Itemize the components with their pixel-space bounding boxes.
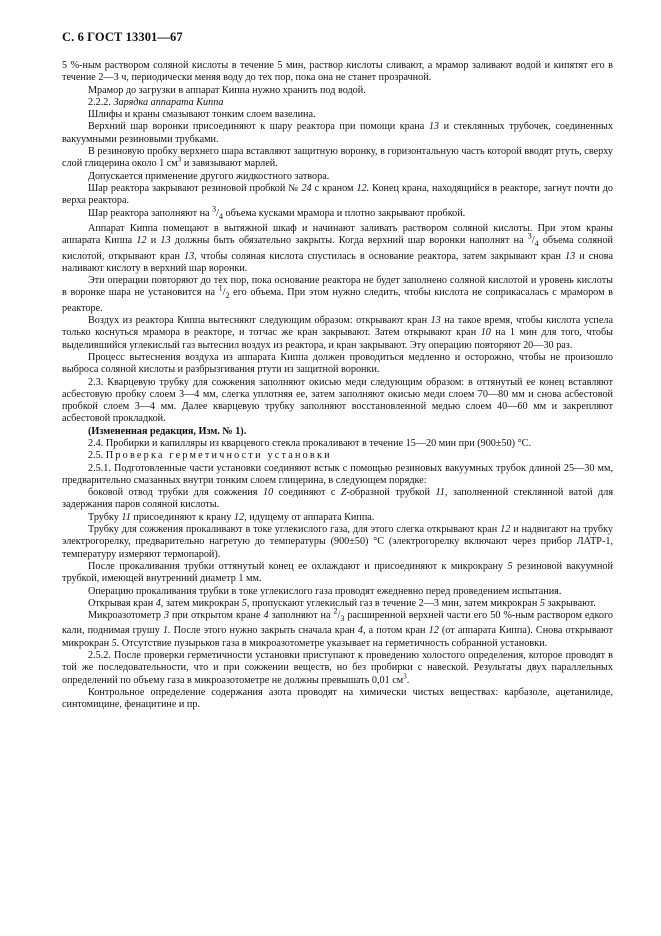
paragraph: Верхний шар воронки присоединяют к шару реактора при помощи крана 13 и стеклянных трубочек, соединенных вакуумными резиновыми трубками. <box>62 121 613 145</box>
paragraph: В резиновую пробку верхнего шара вставляют защитную воронку, в горизонтальную часть которой вводят ртуть, сверху слой глицерина около 1 $см^3$ и завязывают марлей. <box>62 146 613 170</box>
paragraph: Допускается применение другого жидкостного затвора. <box>88 170 330 182</box>
paragraph: Контрольное определение содержания азота проводят на химически чистых веществах: карбазоле, ацетанилиде, синтомицине, фенацитине и пр. <box>62 686 613 711</box>
paragraph: Процесс вытеснения воздуха из аппарата Киппа должен проводиться медленно и осторожно, чтобы не произошло выброса соляной кислоты и разбрызгивания ртути из защитной воронки. <box>62 351 613 376</box>
paragraph: Открывая кран 4, затем микрокран 5, пропускают углекислый газ в течение 2—3 мин, затем микрокран 5 закрывают. <box>88 597 596 609</box>
paragraph: 2.4. Пробирки и капилляры из кварцевого стекла прокаливают в течение 15—20 мин при (900±50) °С. <box>88 438 532 449</box>
paragraph: 2.3. Кварцевую трубку для сожжения заполняют окисью меди следующим образом: в оттянутый ее конец вставляют асбестовую пробку слоем 3—4 мм, слегка уплотняя ее, затем заполняют окисью меди слоем 70—80 мм и снова асбестовой пробкой слоем 3—4 мм. Далее кварцевую трубку заполняют восстановленной медью слоем 40—60 мм и закрепляют асбестовой прокладкой. <box>62 376 613 425</box>
paragraph: Операцию прокаливания трубки в токе углекислого газа проводят ежедневно перед проведением испытания. <box>88 585 562 597</box>
paragraph: Воздух из реактора Киппа вытесняют следующим образом: открывают кран 13 на такое время, чтобы кислота успела только коснуться мрамора в реакторе, и тотчас же кран закрывают. Затем открывают кран 10 на 1 мин для того, чтобы выделившийся углекислый газ вытеснил воздух из реактора, и кран закрывают. Эту операцию повторяют 20—30 раз. <box>62 315 614 351</box>
paragraph: 2.5.2. После проверки герметичности установки приступают к проведению холостого определения, которое проводят в той же последовательности, что и при сожжении веществ, но без пробирки с навеской. Результаты двух параллельных определений по объему газа в микроазотометре не должны превышать 0,01 $см^3$. <box>62 650 613 686</box>
paragraph: 2.5.1. Подготовленные части установки соединяют встык с помощью резиновых вакуумных трубок длиной 25—30 мм, предварительно смазанных внутри тонким слоем глицерина, в следующем порядке: <box>62 462 613 486</box>
paragraph: Шлифы и краны смазывают тонким слоем вазелина. <box>88 109 316 121</box>
paragraph: Эти операции повторяют до тех пор, пока основание реактора не будет заполнено соляной кислотой и уровень кислоты в воронке шара не установится на $^1/_2$ его объема. При этом нужно следить, чтобы кислота не соприкасалась с мрамором в реакторе. <box>62 275 613 314</box>
paragraph: 5 %-ным раствором соляной кислоты в течение 5 мин, раствор кислоты сливают, а мрамор заливают водой и кипятят его в течение 2—3 ч, периодически меняя воду до тех пор, пока она не станет прозрачной. <box>62 60 613 84</box>
page-header: С. 6 ГОСТ 13301—67 <box>62 30 183 44</box>
amendment-note: (Измененная редакция, Изм. № 1). <box>88 425 247 437</box>
paragraph: Аппарат Киппа помещают в вытяжной шкаф и начинают заливать раствором соляной кислоты. При этом краны аппарата Киппа 12 и 13 должны быть обязательно закрыты. Когда верхний шар воронки наполнят на $^3/_4$ объема соляной кислотой, открывают кран 13, чтобы соляная кислота спустилась в основание реактора, затем закрывают кран 13 и снова наливают кислоту в верхний шар воронки. <box>62 222 614 274</box>
paragraph: Шар реактора закрывают резиновой пробкой № 24 с краном 12. Конец крана, находящийся в реакторе, загнут почти до верха реактора. <box>62 182 613 207</box>
paragraph: Микроазотометр 3 при открытом кране 4 заполняют на $^2/_3$ расширенной верхней части его 50 %-ным раствором едкого кали, поднимая грушу 1. После этого нужно закрыть сначала кран 4, а потом кран 12 (от аппарата Киппа). Снова открывают микрокран 5. Отсутствие пузырьков газа в микроазотометре указывает на герметичность собранной установки. <box>62 606 613 649</box>
paragraph: После прокаливания трубки оттянутый конец ее охлаждают и присоединяют к микрокрану 5 резиновой вакуумной трубкой, имеющей внутренний диаметр 1 мм. <box>62 560 613 585</box>
paragraph: Шар реактора заполняют на $^3/_4$ объема кусками мрамора и плотно закрывают пробкой. <box>88 204 466 221</box>
paragraph: Мрамор до загрузки в аппарат Киппа нужно хранить под водой. <box>88 84 366 96</box>
paragraph: боковой отвод трубки для сожжения 10 соединяют с Z-образной трубкой 11, заполненной стеклянной ватой для задержания паров соляной кислоты. <box>62 487 614 511</box>
paragraph: Трубку для сожжения прокаливают в токе углекислого газа, для этого слегка открывают кран 12 и надвигают на трубку электрогорелку, предварительно нагретую до температуры (900±50) °С (электрогорелку включают через прибор ЛАТР-1, температуру измеряют термопарой). <box>62 524 613 560</box>
section-heading: 2.5. Проверка герметичности установки <box>88 450 332 462</box>
paragraph: Трубку 11 присоединяют к крану 12, идущему от аппарата Киппа. <box>88 511 375 523</box>
section-heading: 2.2.2. Зарядка аппарата Киппа <box>88 96 224 108</box>
